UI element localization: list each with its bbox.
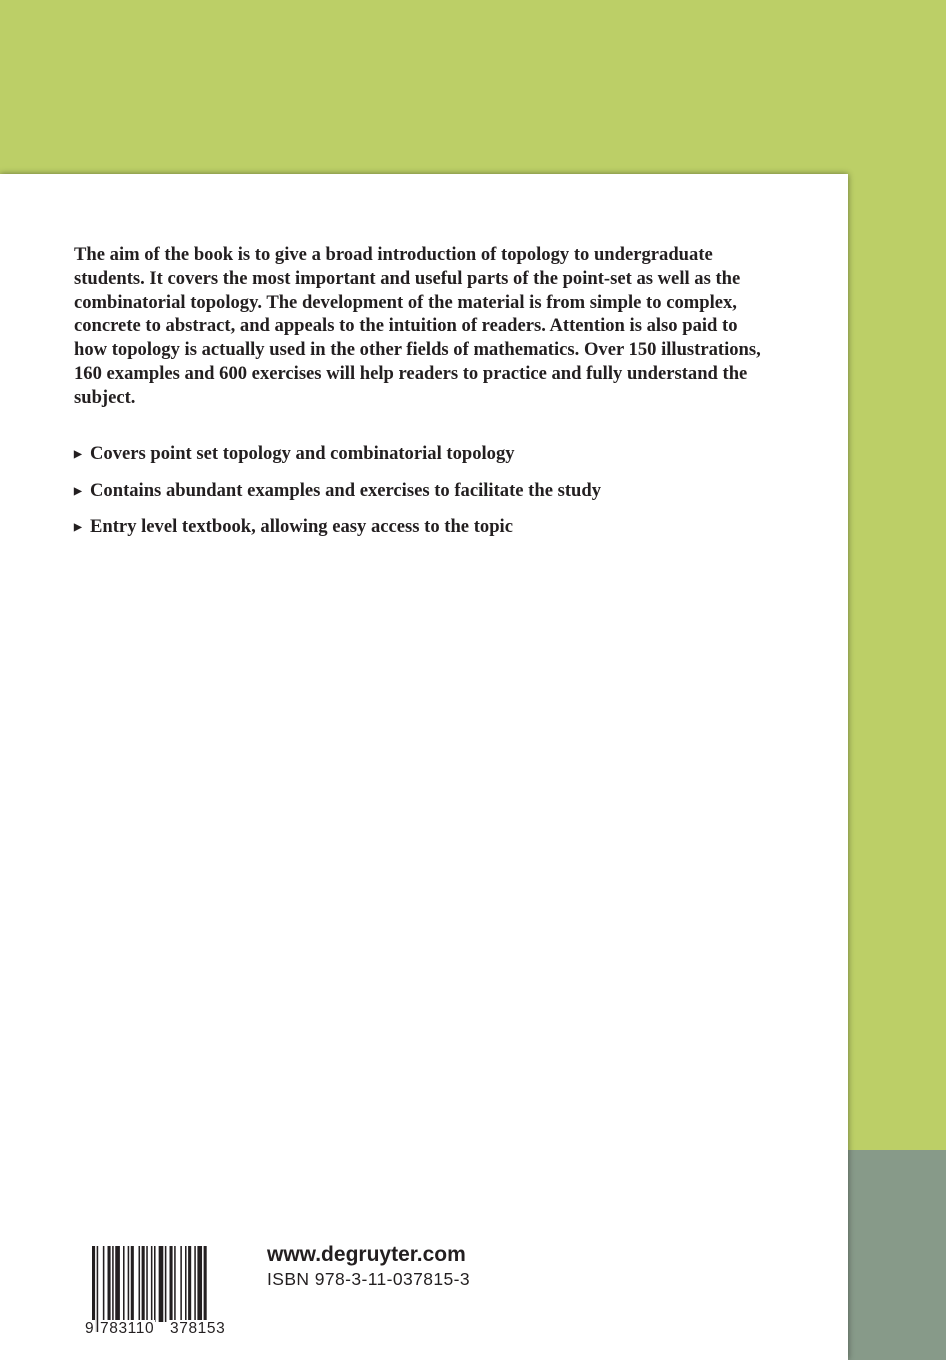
barcode-bar [194,1246,196,1322]
barcode-bar [112,1246,114,1322]
bullet-triangle-icon: ▶ [74,485,82,497]
barcode-bar [146,1246,148,1322]
feature-item: ▶ Covers point set topology and combinatorial topology [74,443,515,464]
bullet-triangle-icon: ▶ [74,522,82,533]
barcode-digits [84,1320,240,1342]
barcode-bar [197,1246,202,1322]
publisher-website: www.degruyter.com [267,1243,466,1266]
barcode-lead-digit: 9 [85,1320,95,1337]
barcode-bar [142,1246,145,1322]
barcode-bar [174,1246,176,1322]
barcode-bar [159,1246,164,1322]
feature-item: ▶ Entry level textbook, allowing easy access to the topic [74,516,513,537]
barcode-bar [131,1246,134,1322]
barcode-bar [170,1246,173,1322]
barcode-bar [128,1246,130,1322]
barcode-bar [204,1246,207,1322]
barcode-left-digits: 783110 [100,1320,155,1337]
barcode-bar [103,1246,105,1322]
barcode-bar [188,1246,191,1322]
isbn-number: ISBN 978-3-11-037815-3 [267,1269,471,1289]
book-description: The aim of the book is to give a broad introduction of topology to undergraduate students. It covers the most important and useful parts of the point-set as well as the combinatorial topology. The development of the material is from simple to complex, concrete to abstract, and appeals to the intuition of readers. Attention is also paid to how topology is actually used in the other fields of mathematics. Over 150 illustrations, 160 examples and 600 exercises will help readers to practice and fully understand the subject. [74,244,761,408]
barcode-bar [139,1246,141,1322]
back-cover-panel [0,174,848,1360]
barcode-bar [108,1246,111,1322]
barcode-bar [180,1246,182,1322]
barcode-bar [185,1246,187,1322]
barcode-bar [123,1246,125,1322]
feature-list [74,442,601,552]
bullet-triangle-icon: ▶ [74,449,82,460]
barcode-right-digits: 378153 [170,1320,226,1337]
isbn-barcode [84,1246,240,1342]
barcode-bar [151,1246,153,1322]
barcode-bar [115,1246,120,1322]
feature-item: ▶ Contains abundant examples and exercises to facilitate the study [74,479,602,501]
barcode-bar [154,1246,156,1322]
barcode-bar [165,1246,167,1322]
